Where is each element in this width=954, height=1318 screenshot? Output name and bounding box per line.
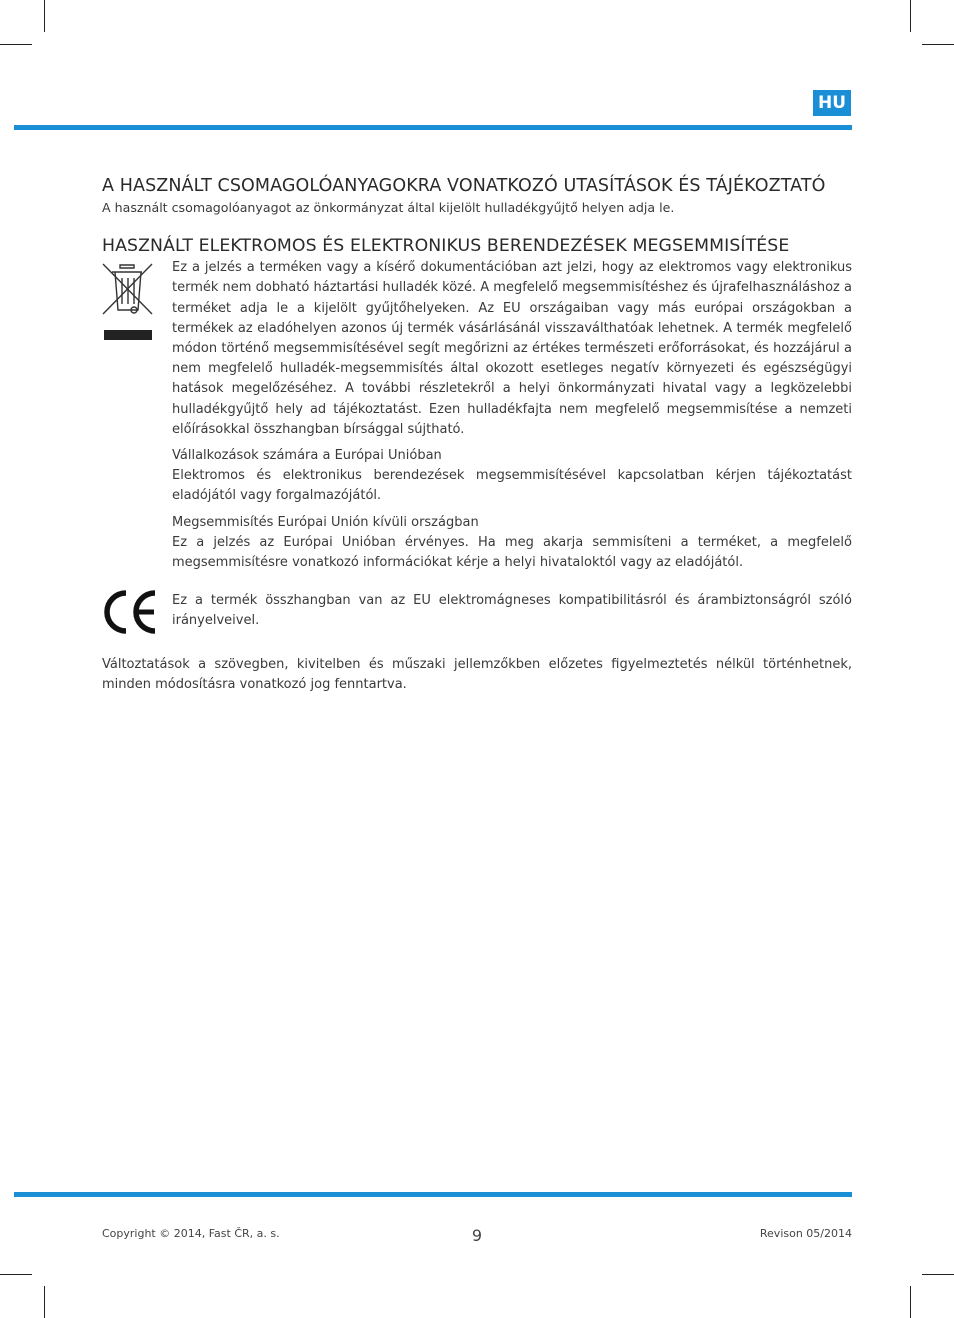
revision-text: Revison 05/2014 <box>759 1227 852 1240</box>
copyright-text: Copyright © 2014, Fast ČR, a. s. <box>102 1227 280 1240</box>
crop-mark <box>922 1274 954 1275</box>
crop-mark <box>0 1274 32 1275</box>
header-rule <box>14 125 852 130</box>
footer-rule <box>14 1192 852 1197</box>
crop-mark <box>922 44 954 45</box>
weee-title: HASZNÁLT ELEKTROMOS ÉS ELEKTRONIKUS BERENDEZÉSEK MEGSEMMISÍTÉSE <box>102 236 790 257</box>
ce-mark-icon <box>102 589 160 639</box>
ce-section <box>102 591 852 637</box>
main-content <box>102 174 852 696</box>
crop-mark <box>910 0 911 32</box>
weee-outside-block <box>172 513 852 574</box>
weee-business-title: Vállalkozások számára a Európai Unióban <box>172 448 442 464</box>
crop-mark <box>44 0 45 32</box>
weee-text: Ez a jelzés a terméken vagy a kísérő dokumentációban azt jelzi, hogy az elektromos vagy elektronikus termék nem dobható háztartási hulladék közé. A megfelelő megsemmisítéshez és újrafelhasználáshoz a terméket adja le a kijelölt gyűjtőhelyeken. Az EU országaiban vagy más európai országokban a termékek az eladóhelyen azonos új termék vásárlásánál visszaválthatóak lehetnek. A termék megfelelő módon történő megsemmisítésével segít megőrizni az értékes természeti erőforrásokat, és hozzájárul a nem megfelelő hulladék-megsemmisítés által okozott esetleges negatív környezeti és egészségügyi hatások megelőzéséhez. A további részletekről a helyi önkormányzati hivatal vagy a legközelebbi hulladékgyűjtő hely ad tájékoztatást. Ezen hulladékfajta nem megfelelő megsemmisítése a nemzeti előírásokkal összhangban bírsággal sújtható. <box>172 260 852 437</box>
crop-mark <box>910 1286 911 1318</box>
page-number: 9 <box>471 1226 483 1245</box>
crop-mark <box>0 44 32 45</box>
packaging-text: A használt csomagolóanyagot az önkormányzat által kijelölt hulladékgyűjtő helyen adja le. <box>102 200 675 215</box>
crossed-out-wheelie-bin-icon <box>102 260 154 350</box>
weee-outside-title: Megsemmisítés Európai Unión kívüli országban <box>172 514 479 530</box>
weee-section <box>102 258 852 573</box>
weee-outside-text: Ez a jelzés az Európai Unióban érvényes. Ha meg akarja semmisíteni a terméket, a megfelelő megsemmisítésre vonatkozó információkat kérje a helyi hivataloktól vagy az eladójától. <box>172 534 852 571</box>
disclaimer-text: Változtatások a szövegben, kivitelben és műszaki jellemzőkben előzetes figyelmeztetés nélkül történhetnek, minden módosításra vonatkozó jog fenntartva. <box>102 657 852 693</box>
ce-text: Ez a termék összhangban van az EU elektromágneses kompatibilitásról és árambiztonságról szóló irányelveivel. <box>172 593 852 629</box>
packaging-title: A HASZNÁLT CSOMAGOLÓANYAGOKRA VONATKOZÓ UTASÍTÁSOK ÉS TÁJÉKOZTATÓ <box>102 176 826 196</box>
weee-business-text: Elektromos és elektronikus berendezések megsemmisítésével kapcsolatban kérjen tájékoztatást eladójától vagy forgalmazójától. <box>172 468 852 504</box>
language-badge: HU <box>813 90 851 116</box>
weee-business-block <box>172 446 852 507</box>
crop-mark <box>44 1286 45 1318</box>
